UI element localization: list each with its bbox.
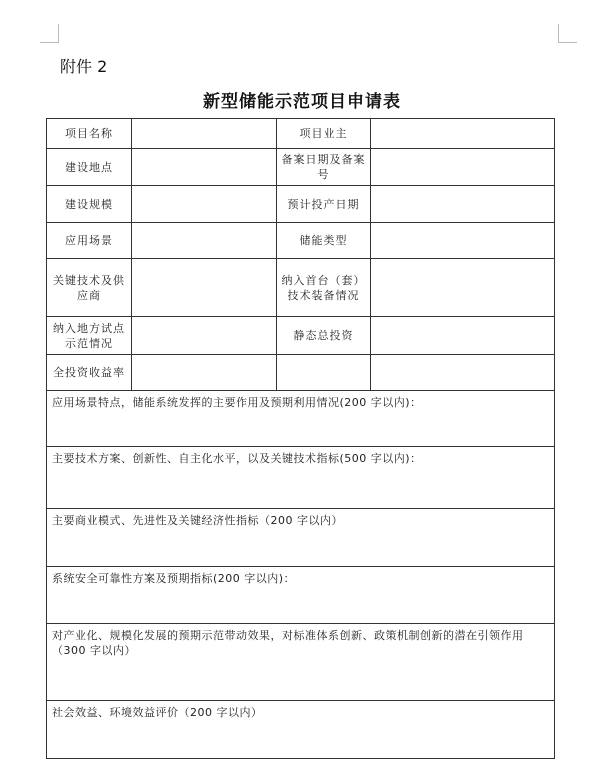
section-business-model[interactable]: 主要商业模式、先进性及关键经济性指标（200 字以内） — [47, 509, 555, 567]
info-row — [47, 119, 555, 149]
field-application-scenario[interactable] — [132, 223, 277, 259]
field-construction-scale[interactable] — [132, 186, 277, 223]
label-key-tech-supplier: 关键技术及供应商 — [47, 259, 132, 317]
section-row — [47, 391, 555, 447]
label-first-set-equipment: 纳入首台（套）技术装备情况 — [277, 259, 371, 317]
section-safety-reliability[interactable]: 系统安全可靠性方案及预期指标(200 字以内)： — [47, 567, 555, 624]
blank-cell — [371, 355, 555, 391]
label-filing-date-number: 备案日期及备案号 — [277, 149, 371, 186]
section-row — [47, 701, 555, 759]
info-row — [47, 259, 555, 317]
label-project-owner: 项目业主 — [277, 119, 371, 149]
info-row — [47, 317, 555, 355]
field-static-investment[interactable] — [371, 317, 555, 355]
info-row — [47, 186, 555, 223]
section-row — [47, 509, 555, 567]
field-expected-operation-date[interactable] — [371, 186, 555, 223]
section-application-scenario[interactable]: 应用场景特点，储能系统发挥的主要作用及预期利用情况(200 字以内)： — [47, 391, 555, 447]
form-title: 新型储能示范项目申请表 — [203, 92, 401, 112]
crop-mark-top-right — [558, 24, 577, 43]
section-demonstration-effect[interactable]: 对产业化、规模化发展的预期示范带动效果，对标准体系创新、政策机制创新的潜在引领作用（300 字以内） — [47, 624, 555, 701]
label-static-investment: 静态总投资 — [277, 317, 371, 355]
label-storage-type: 储能类型 — [277, 223, 371, 259]
field-project-owner[interactable] — [371, 119, 555, 149]
label-construction-site: 建设地点 — [47, 149, 132, 186]
label-expected-operation-date: 预计投产日期 — [277, 186, 371, 223]
field-construction-site[interactable] — [132, 149, 277, 186]
field-local-pilot[interactable] — [132, 317, 277, 355]
field-key-tech-supplier[interactable] — [132, 259, 277, 317]
section-row — [47, 624, 555, 701]
label-application-scenario: 应用场景 — [47, 223, 132, 259]
label-local-pilot: 纳入地方试点示范情况 — [47, 317, 132, 355]
attachment-label: 附件 2 — [60, 57, 108, 76]
info-row — [47, 149, 555, 186]
field-storage-type[interactable] — [371, 223, 555, 259]
label-construction-scale: 建设规模 — [47, 186, 132, 223]
label-project-name: 项目名称 — [47, 119, 132, 149]
field-filing-date-number[interactable] — [371, 149, 555, 186]
section-row — [47, 447, 555, 509]
label-investment-return-rate: 全投资收益率 — [47, 355, 132, 391]
info-row — [47, 223, 555, 259]
section-technical-scheme[interactable]: 主要技术方案、创新性、自主化水平，以及关键技术指标(500 字以内)： — [47, 447, 555, 509]
section-social-environmental-benefit[interactable]: 社会效益、环境效益评价（200 字以内） — [47, 701, 555, 759]
info-row — [47, 355, 555, 391]
application-form-table — [46, 118, 555, 759]
field-investment-return-rate[interactable] — [132, 355, 277, 391]
section-row — [47, 567, 555, 624]
field-project-name[interactable] — [132, 119, 277, 149]
crop-mark-top-left — [40, 24, 59, 43]
field-first-set-equipment[interactable] — [371, 259, 555, 317]
blank-cell — [277, 355, 371, 391]
